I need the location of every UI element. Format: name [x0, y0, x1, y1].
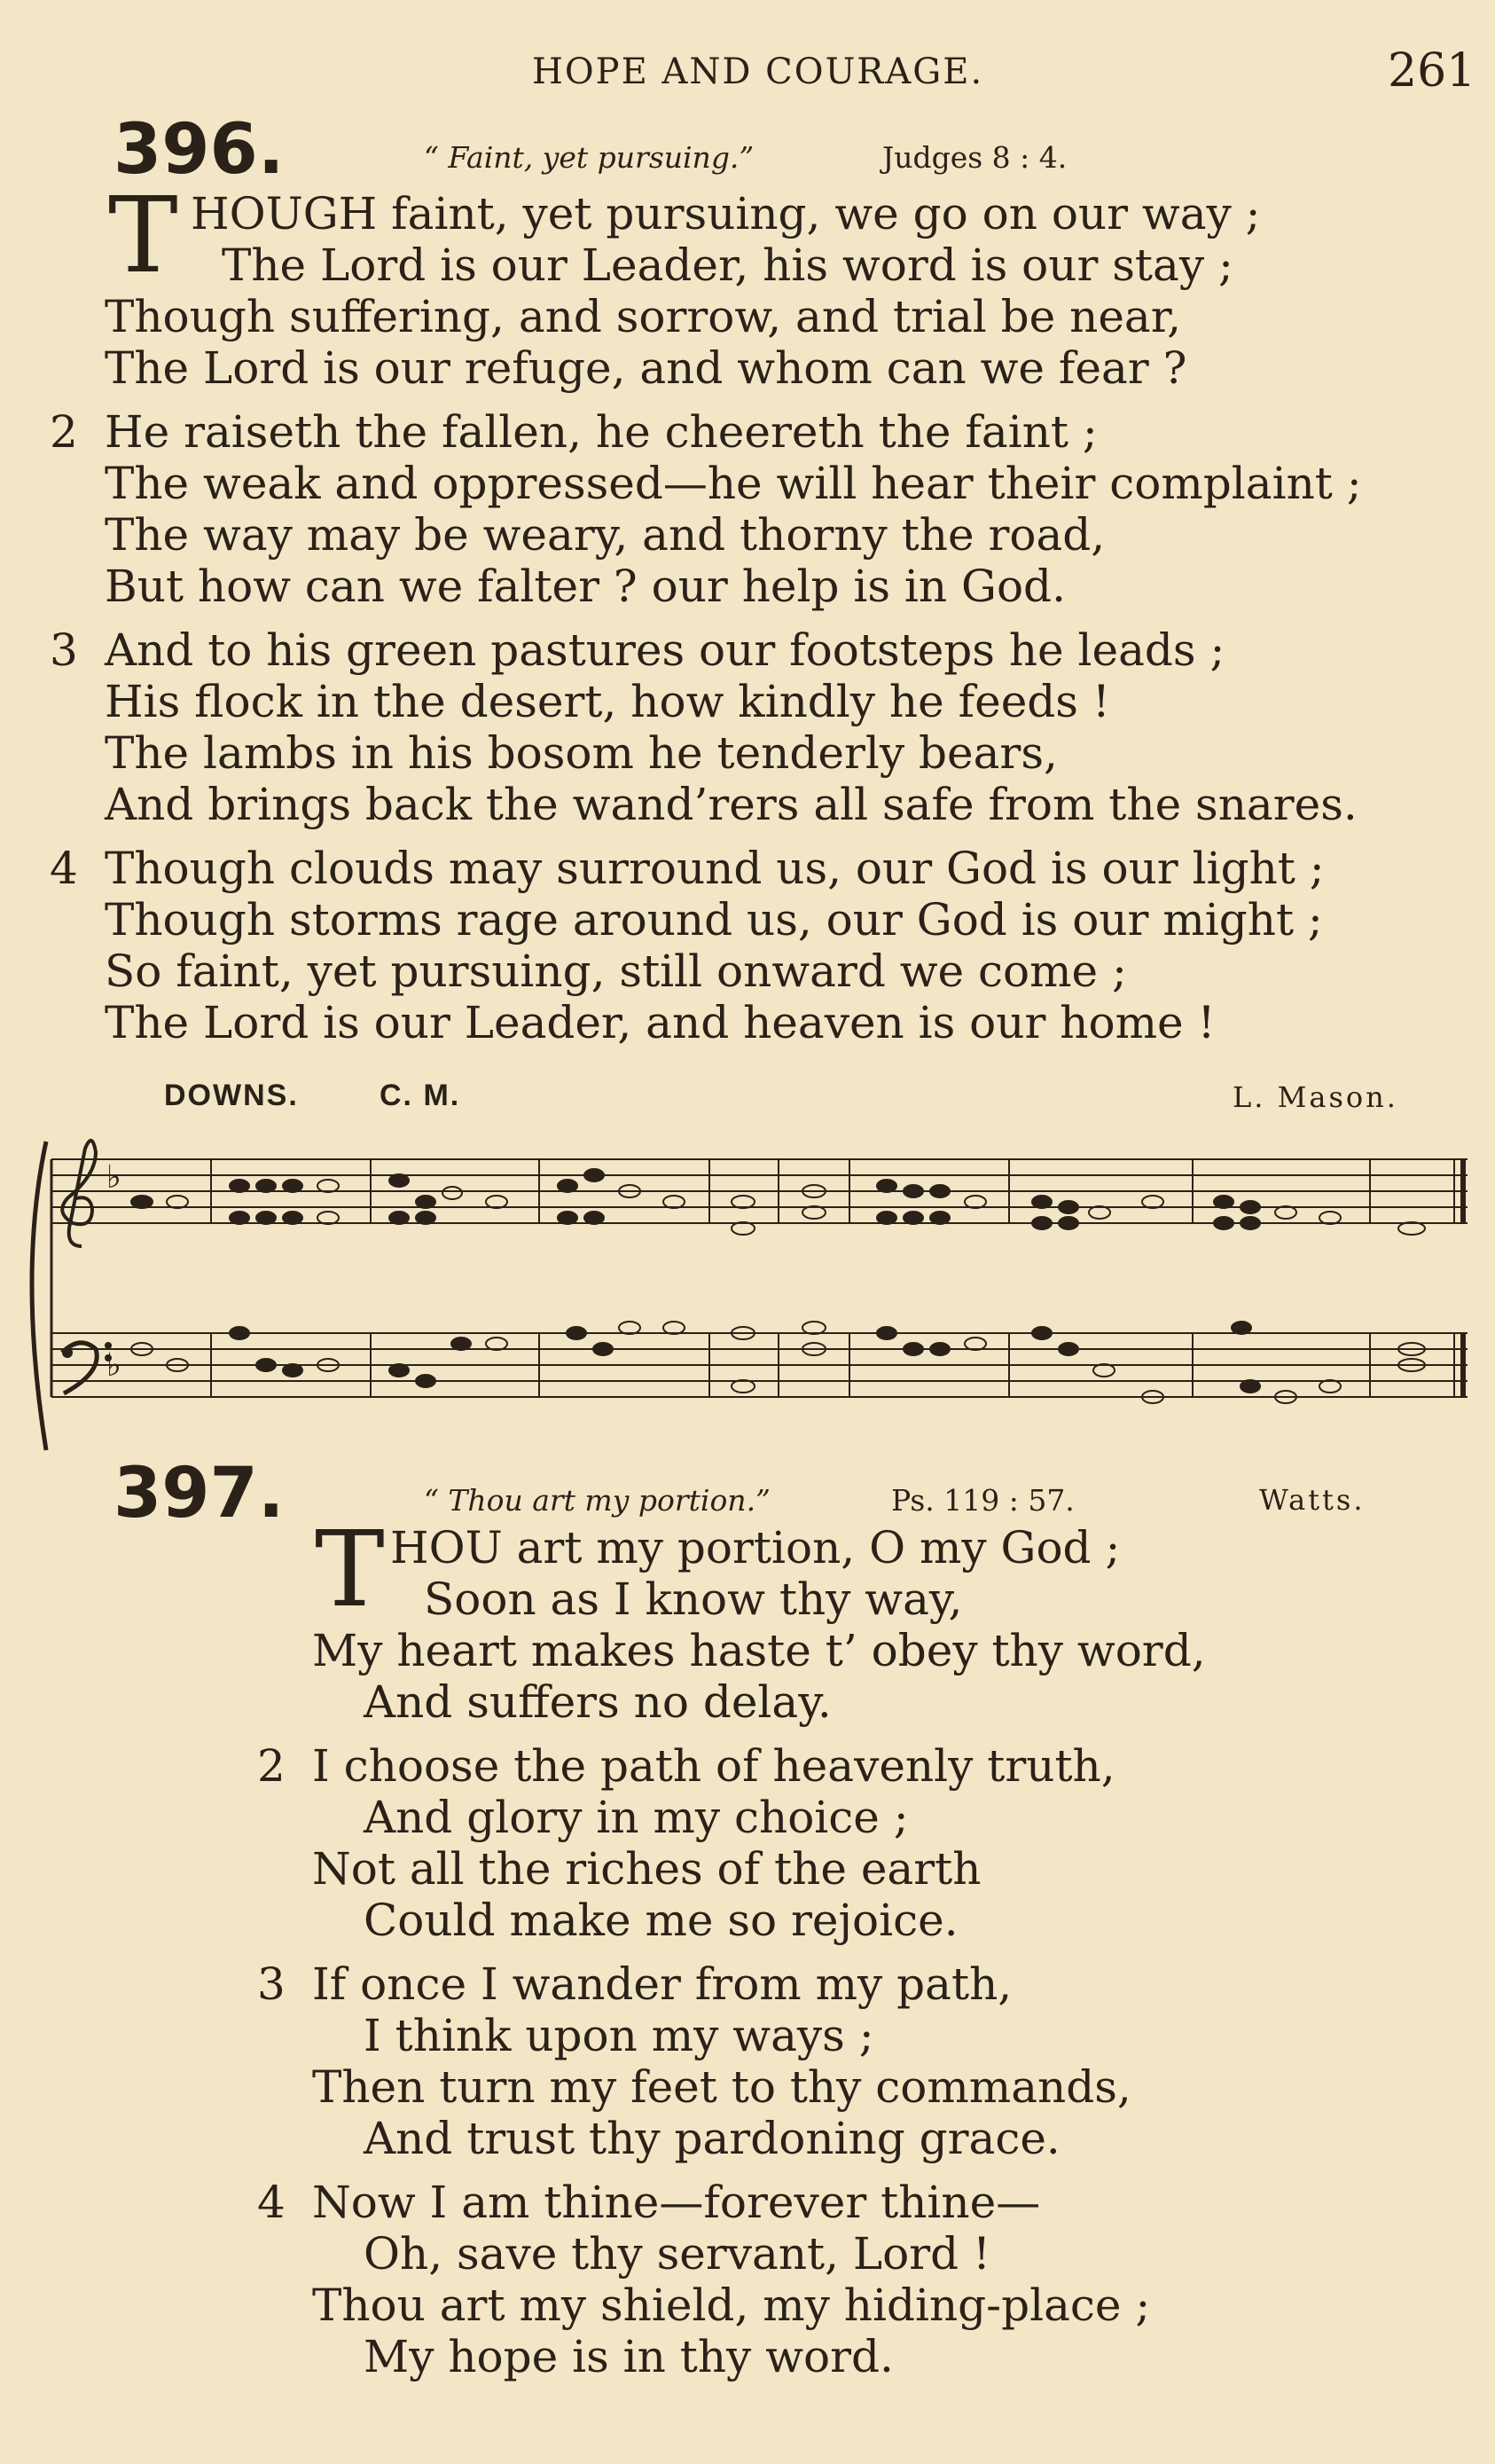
- page-number: 261: [1388, 44, 1476, 98]
- verse-line: My heart makes haste t’ obey thy word,: [312, 1625, 1206, 1676]
- page-header: [0, 44, 1495, 105]
- scripture-reference: Judges 8 : 4.: [882, 140, 1068, 175]
- verse-line: So faint, yet pursuing, still onward we come ;: [105, 946, 1127, 997]
- verse-line: Then turn my feet to thy commands,: [312, 2061, 1131, 2113]
- verse-number: 2: [50, 406, 78, 458]
- verse-line: Could make me so rejoice.: [364, 1895, 959, 1946]
- verse-line: His flock in the desert, how kindly he feeds !: [105, 676, 1110, 727]
- verse-line: Though clouds may surround us, our God is our light ;: [105, 843, 1325, 894]
- hymn-number: 397.: [113, 1454, 285, 1534]
- verse-line: The Lord is our Leader, and heaven is our home !: [105, 997, 1216, 1048]
- music-score: [0, 1113, 1495, 1468]
- verse-line: The lambs in his bosom he tenderly bears,: [105, 727, 1058, 779]
- verse-number: 4: [257, 2177, 286, 2228]
- hymn-motto: “ Thou art my portion.”: [424, 1483, 771, 1518]
- verse-line: The Lord is our Leader, his word is our stay ;: [222, 239, 1233, 291]
- verse-line: And to his green pastures our footsteps he leads ;: [105, 624, 1225, 676]
- verse-line: My hope is in thy word.: [364, 2331, 894, 2382]
- hymn-motto: “ Faint, yet pursuing.”: [424, 140, 755, 175]
- verse-line: But how can we falter ? our help is in God.: [105, 561, 1066, 612]
- verse-line: Though suffering, and sorrow, and trial be near,: [105, 291, 1182, 342]
- verse-line: And suffers no delay.: [364, 1676, 832, 1728]
- verse-number: 2: [257, 1740, 286, 1792]
- tune-composer: L. Mason.: [1233, 1080, 1398, 1114]
- verse-number: 3: [50, 624, 78, 676]
- verse-line: The Lord is our refuge, and whom can we fear ?: [105, 342, 1187, 394]
- drop-cap: T: [315, 1508, 385, 1630]
- verse-line: HOUGH faint, yet pursuing, we go on our way ;: [191, 188, 1261, 239]
- svg-text:♭: ♭: [106, 1347, 121, 1384]
- running-title: HOPE AND COURAGE.: [532, 51, 984, 92]
- verse-line: He raiseth the fallen, he cheereth the faint ;: [105, 406, 1098, 458]
- verse-line: The weak and oppressed—he will hear their complaint ;: [105, 458, 1362, 509]
- hymn-number: 396.: [113, 110, 285, 190]
- scripture-reference: Ps. 119 : 57.: [891, 1483, 1075, 1518]
- verse-line: Though storms rage around us, our God is our might ;: [105, 894, 1323, 946]
- verse-line: HOU art my portion, O my God ;: [390, 1522, 1121, 1573]
- verse-line: Soon as I know thy way,: [424, 1573, 963, 1625]
- verse-line: Not all the riches of the earth: [312, 1843, 982, 1895]
- svg-text:♭: ♭: [106, 1159, 121, 1196]
- verse-line: Now I am thine—forever thine—: [312, 2177, 1041, 2228]
- verse-number: 3: [257, 1958, 286, 2010]
- verse-line: I choose the path of heavenly truth,: [312, 1740, 1115, 1792]
- verse-line: I think upon my ways ;: [364, 2010, 874, 2061]
- tune-name: DOWNS.: [164, 1079, 299, 1112]
- verse-line: Thou art my shield, my hiding-place ;: [312, 2280, 1151, 2331]
- verse-line: If once I wander from my path,: [312, 1958, 1013, 2010]
- verse-line: Oh, save thy servant, Lord !: [364, 2228, 991, 2280]
- verse-line: And trust thy pardoning grace.: [364, 2113, 1061, 2164]
- verse-number: 4: [50, 843, 78, 894]
- hymn-author: Watts.: [1259, 1483, 1366, 1517]
- verse-line: And brings back the wand’rers all safe from the snares.: [105, 779, 1358, 830]
- verse-line: And glory in my choice ;: [364, 1792, 909, 1843]
- drop-cap: T: [108, 174, 178, 296]
- tune-meter: C. M.: [380, 1079, 461, 1112]
- verse-line: The way may be weary, and thorny the road,: [105, 509, 1106, 561]
